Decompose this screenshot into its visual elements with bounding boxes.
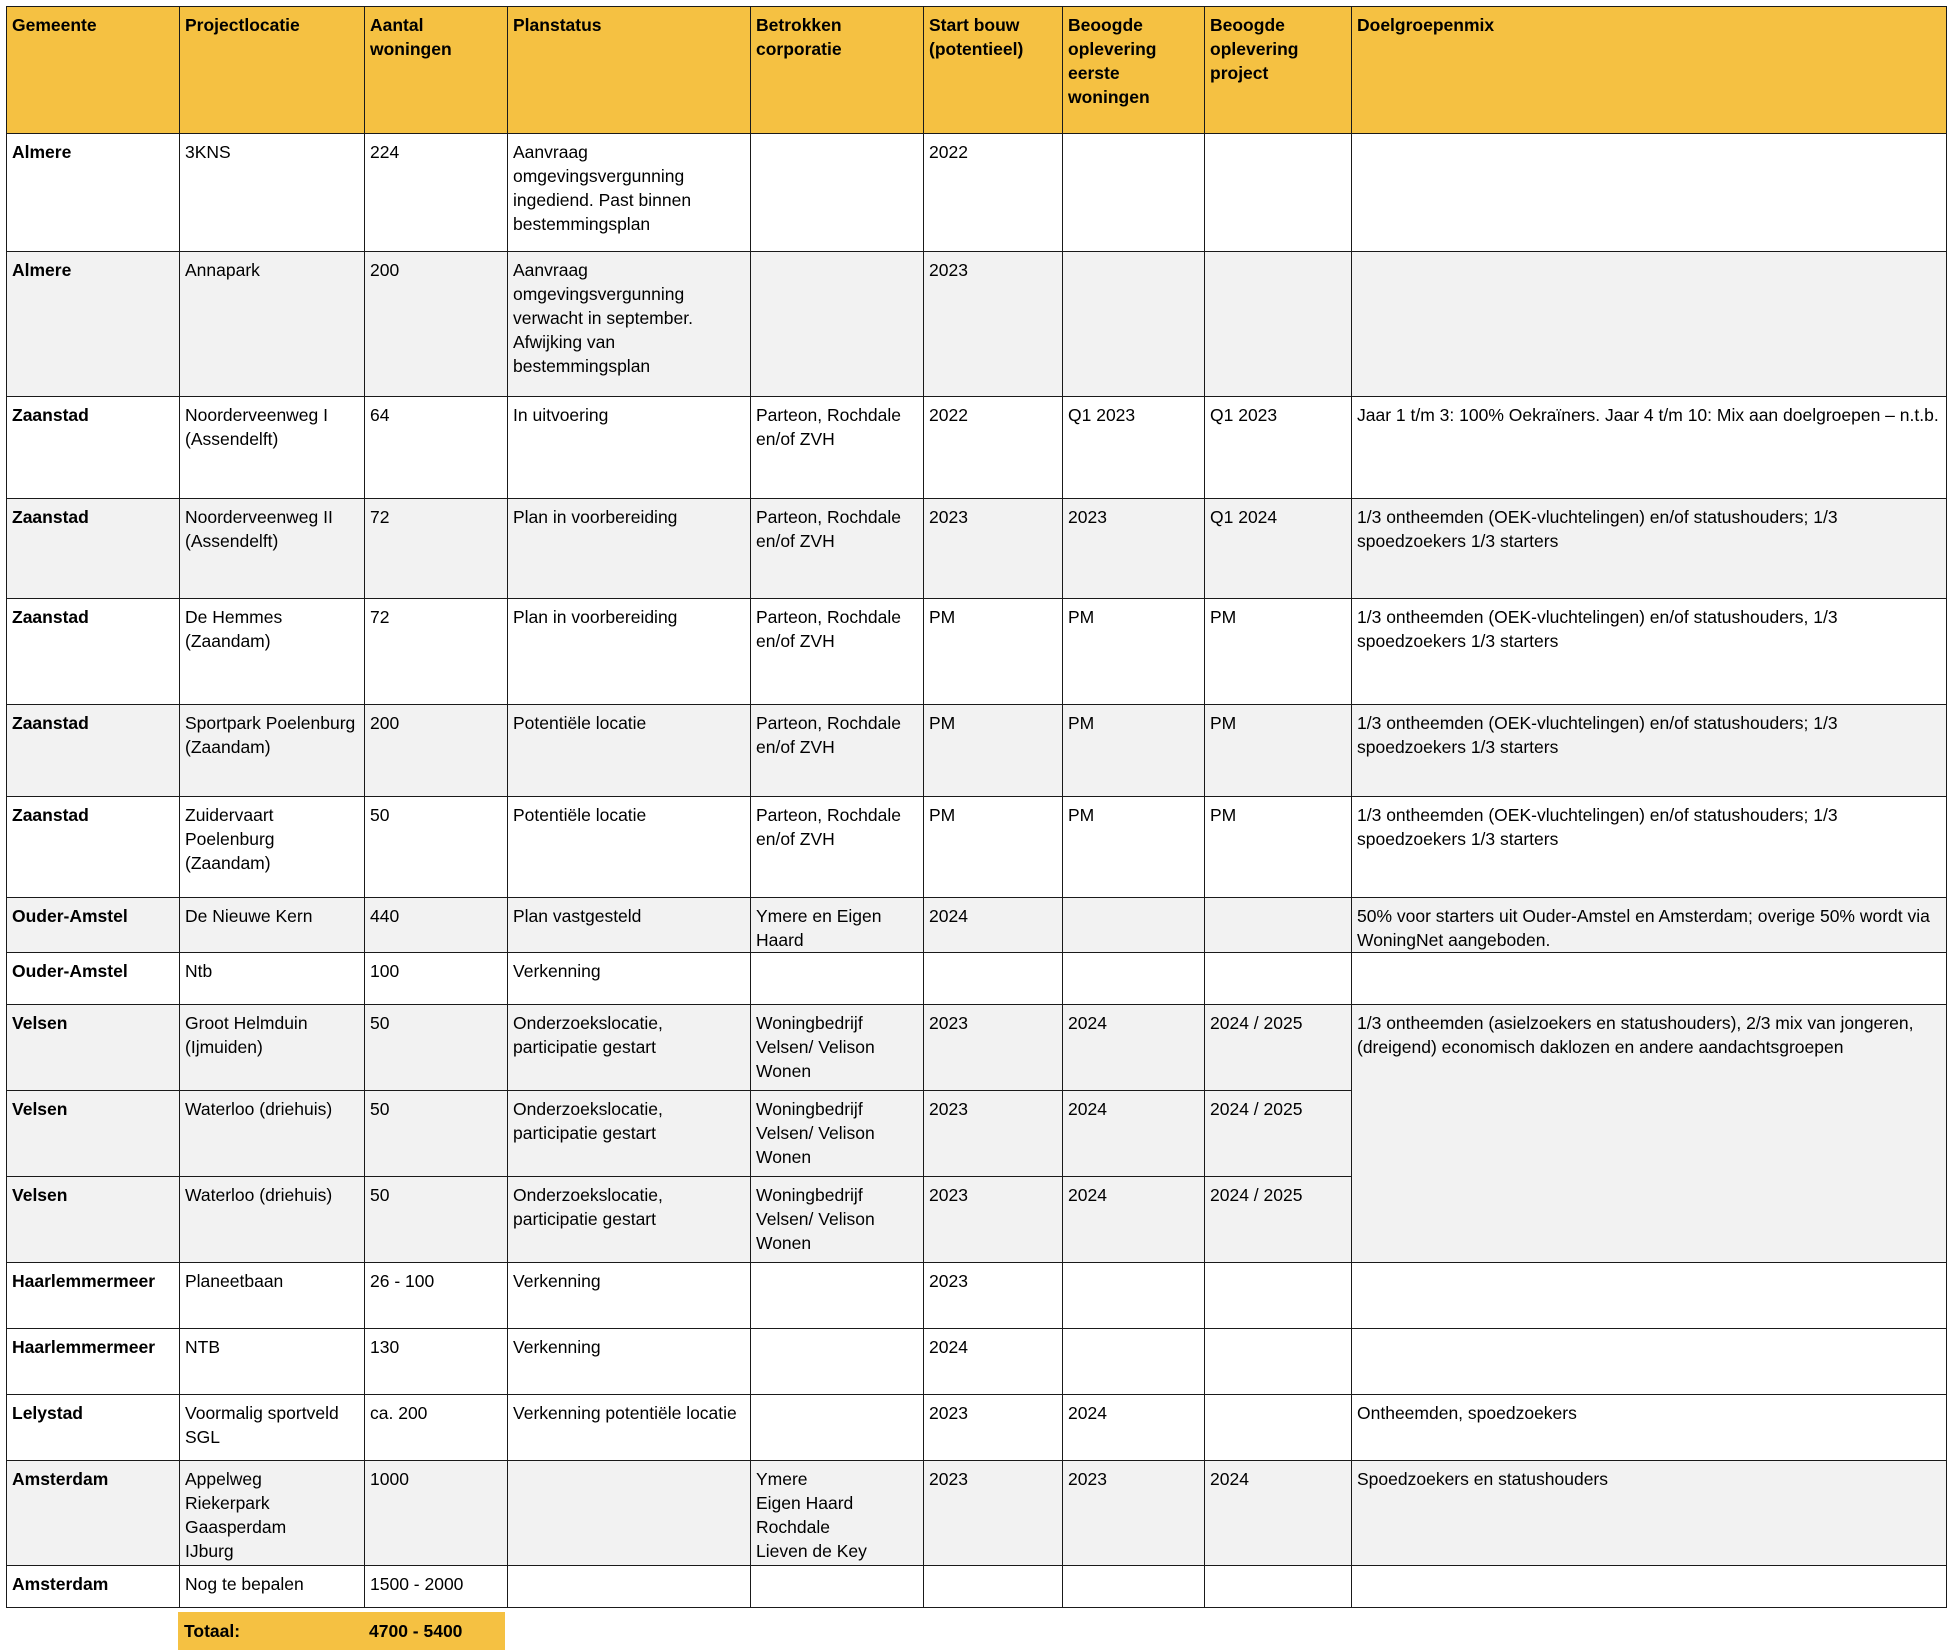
cell-corporatie — [751, 1329, 924, 1395]
cell-project — [1205, 252, 1352, 397]
corporatie-line: Rochdale — [756, 1517, 830, 1537]
cell-status: Onderzoekslocatie, participatie gestart — [508, 1177, 751, 1263]
table-row — [7, 705, 1947, 797]
cell-aantal: 50 — [365, 1091, 508, 1177]
cell-eerste: 2023 — [1063, 499, 1205, 599]
table-row — [7, 252, 1947, 397]
cell-aantal: 50 — [365, 1005, 508, 1091]
cell-eerste: Q1 2023 — [1063, 397, 1205, 499]
cell-start: 2023 — [924, 1177, 1063, 1263]
cell-eerste: 2023 — [1063, 1461, 1205, 1566]
cell-gemeente: Zaanstad — [7, 499, 180, 599]
table-row — [7, 599, 1947, 705]
cell-aantal: 100 — [365, 953, 508, 1005]
project-table — [6, 6, 1947, 1608]
cell-locatie: De Hemmes (Zaandam) — [180, 599, 365, 705]
cell-status: Verkenning — [508, 1329, 751, 1395]
cell-aantal: 72 — [365, 499, 508, 599]
cell-status: Potentiële locatie — [508, 705, 751, 797]
cell-eerste: PM — [1063, 705, 1205, 797]
cell-project: 2024 / 2025 — [1205, 1005, 1352, 1091]
cell-eerste — [1063, 252, 1205, 397]
table-row — [7, 1329, 1947, 1395]
cell-status: In uitvoering — [508, 397, 751, 499]
cell-locatie: NTB — [180, 1329, 365, 1395]
cell-start — [924, 1566, 1063, 1608]
header-oplevering-project: Beoogde oplevering project — [1205, 7, 1352, 134]
cell-corporatie: Woningbedrijf Velsen/ Velison Wonen — [751, 1177, 924, 1263]
cell-locatie: Waterloo (driehuis) — [180, 1091, 365, 1177]
table-row — [7, 134, 1947, 252]
cell-corporatie: Parteon, Rochdale en/of ZVH — [751, 599, 924, 705]
cell-gemeente: Zaanstad — [7, 797, 180, 898]
cell-project: 2024 / 2025 — [1205, 1091, 1352, 1177]
cell-aantal: 440 — [365, 898, 508, 953]
cell-corporatie: Parteon, Rochdale en/of ZVH — [751, 705, 924, 797]
cell-gemeente: Zaanstad — [7, 397, 180, 499]
cell-aantal: 72 — [365, 599, 508, 705]
cell-gemeente: Velsen — [7, 1177, 180, 1263]
cell-start: 2023 — [924, 1395, 1063, 1461]
cell-start: 2023 — [924, 499, 1063, 599]
total-row — [178, 1612, 505, 1650]
header-start-bouw: Start bouw (potentieel) — [924, 7, 1063, 134]
cell-status: Verkenning — [508, 953, 751, 1005]
corporatie-line: Lieven de Key — [756, 1541, 867, 1561]
locatie-line: Gaasperdam — [185, 1517, 287, 1537]
cell-status: Aanvraag omgevingsvergunning verwacht in september. Afwijking van bestemmingsplan — [508, 252, 751, 397]
header-oplevering-eerste: Beoogde oplevering eerste woningen — [1063, 7, 1205, 134]
cell-mix: 1/3 ontheemden (asielzoekers en statushouders), 2/3 mix van jongeren, (dreigend) economisch daklozen en andere aandachtsgroepen — [1352, 1005, 1947, 1263]
cell-project — [1205, 1263, 1352, 1329]
cell-locatie: Voormalig sportveld SGL — [180, 1395, 365, 1461]
cell-gemeente: Almere — [7, 252, 180, 397]
header-aantal-woningen: Aantal woningen — [365, 7, 508, 134]
cell-project — [1205, 898, 1352, 953]
cell-locatie: Annapark — [180, 252, 365, 397]
cell-project: Q1 2024 — [1205, 499, 1352, 599]
cell-eerste: 2024 — [1063, 1091, 1205, 1177]
cell-gemeente: Amsterdam — [7, 1566, 180, 1608]
cell-eerste — [1063, 1329, 1205, 1395]
cell-aantal: 1500 - 2000 — [365, 1566, 508, 1608]
cell-project — [1205, 1329, 1352, 1395]
cell-eerste: 2024 — [1063, 1177, 1205, 1263]
cell-aantal: 50 — [365, 1177, 508, 1263]
cell-gemeente: Velsen — [7, 1091, 180, 1177]
cell-status: Onderzoekslocatie, participatie gestart — [508, 1091, 751, 1177]
total-value: 4700 - 5400 — [369, 1621, 463, 1641]
cell-aantal: 130 — [365, 1329, 508, 1395]
cell-status: Onderzoekslocatie, participatie gestart — [508, 1005, 751, 1091]
cell-gemeente: Ouder-Amstel — [7, 898, 180, 953]
cell-project — [1205, 1566, 1352, 1608]
cell-corporatie — [751, 953, 924, 1005]
cell-project — [1205, 953, 1352, 1005]
cell-aantal: 224 — [365, 134, 508, 252]
cell-status: Aanvraag omgevingsvergunning ingediend. Past binnen bestemmingsplan — [508, 134, 751, 252]
table-row — [7, 898, 1947, 953]
cell-mix: Jaar 1 t/m 3: 100% Oekraïners. Jaar 4 t/m 10: Mix aan doelgroepen – n.t.b. — [1352, 397, 1947, 499]
cell-start: 2023 — [924, 1461, 1063, 1566]
header-row — [7, 7, 1947, 134]
table-row — [7, 1395, 1947, 1461]
cell-project: PM — [1205, 797, 1352, 898]
cell-locatie: Groot Helmduin (Ijmuiden) — [180, 1005, 365, 1091]
cell-locatie: Zuidervaart Poelenburg (Zaandam) — [180, 797, 365, 898]
cell-gemeente: Amsterdam — [7, 1461, 180, 1566]
corporatie-line: Eigen Haard — [756, 1493, 854, 1513]
cell-mix: 1/3 ontheemden (OEK-vluchtelingen) en/of statushouders; 1/3 spoedzoekers 1/3 starters — [1352, 705, 1947, 797]
cell-project — [1205, 1395, 1352, 1461]
header-planstatus: Planstatus — [508, 7, 751, 134]
cell-status: Plan in voorbereiding — [508, 599, 751, 705]
cell-corporatie: Woningbedrijf Velsen/ Velison Wonen — [751, 1005, 924, 1091]
cell-aantal: 200 — [365, 705, 508, 797]
cell-corporatie — [751, 1461, 924, 1566]
cell-corporatie — [751, 1263, 924, 1329]
cell-mix: 50% voor starters uit Ouder-Amstel en Amsterdam; overige 50% wordt via WoningNet aangeboden. — [1352, 898, 1947, 953]
cell-gemeente: Haarlemmermeer — [7, 1329, 180, 1395]
header-doelgroepenmix: Doelgroepenmix — [1352, 7, 1947, 134]
cell-eerste: 2024 — [1063, 1395, 1205, 1461]
cell-eerste — [1063, 1566, 1205, 1608]
cell-locatie: Nog te bepalen — [180, 1566, 365, 1608]
cell-start — [924, 953, 1063, 1005]
cell-start: 2024 — [924, 898, 1063, 953]
total-label: Totaal: — [184, 1621, 241, 1641]
cell-status: Verkenning — [508, 1263, 751, 1329]
cell-status — [508, 1461, 751, 1566]
locatie-line: Appelweg — [185, 1469, 262, 1489]
cell-eerste — [1063, 953, 1205, 1005]
cell-eerste: PM — [1063, 599, 1205, 705]
cell-mix: 1/3 ontheemden (OEK-vluchtelingen) en/of statushouders; 1/3 spoedzoekers 1/3 starters — [1352, 797, 1947, 898]
cell-corporatie — [751, 1395, 924, 1461]
cell-locatie — [180, 1461, 365, 1566]
table-row — [7, 1005, 1947, 1091]
header-projectlocatie: Projectlocatie — [180, 7, 365, 134]
cell-mix — [1352, 252, 1947, 397]
cell-start: PM — [924, 705, 1063, 797]
cell-aantal: 64 — [365, 397, 508, 499]
cell-status: Plan in voorbereiding — [508, 499, 751, 599]
cell-corporatie: Woningbedrijf Velsen/ Velison Wonen — [751, 1091, 924, 1177]
cell-locatie: 3KNS — [180, 134, 365, 252]
cell-project: PM — [1205, 705, 1352, 797]
cell-start: 2022 — [924, 134, 1063, 252]
cell-locatie: De Nieuwe Kern — [180, 898, 365, 953]
cell-gemeente: Lelystad — [7, 1395, 180, 1461]
cell-project: PM — [1205, 599, 1352, 705]
cell-project: 2024 / 2025 — [1205, 1177, 1352, 1263]
cell-start: 2023 — [924, 1263, 1063, 1329]
cell-project: Q1 2023 — [1205, 397, 1352, 499]
cell-project: 2024 — [1205, 1461, 1352, 1566]
cell-status: Potentiële locatie — [508, 797, 751, 898]
cell-mix — [1352, 953, 1947, 1005]
cell-start: 2023 — [924, 252, 1063, 397]
cell-corporatie: Ymere en Eigen Haard — [751, 898, 924, 953]
cell-corporatie — [751, 252, 924, 397]
cell-corporatie: Parteon, Rochdale en/of ZVH — [751, 797, 924, 898]
cell-start: PM — [924, 599, 1063, 705]
cell-start: 2022 — [924, 397, 1063, 499]
header-gemeente: Gemeente — [7, 7, 180, 134]
cell-locatie: Waterloo (driehuis) — [180, 1177, 365, 1263]
cell-eerste — [1063, 134, 1205, 252]
header-betrokken-corporatie: Betrokken corporatie — [751, 7, 924, 134]
cell-project — [1205, 134, 1352, 252]
cell-mix — [1352, 1329, 1947, 1395]
cell-locatie: Planeetbaan — [180, 1263, 365, 1329]
table-row — [7, 1566, 1947, 1608]
cell-gemeente: Zaanstad — [7, 599, 180, 705]
table-row — [7, 1461, 1947, 1566]
locatie-line: IJburg — [185, 1541, 234, 1561]
cell-corporatie — [751, 1566, 924, 1608]
cell-aantal: 26 - 100 — [365, 1263, 508, 1329]
cell-corporatie — [751, 134, 924, 252]
cell-locatie: Ntb — [180, 953, 365, 1005]
cell-eerste: PM — [1063, 797, 1205, 898]
table-row — [7, 953, 1947, 1005]
cell-gemeente: Zaanstad — [7, 705, 180, 797]
table-row — [7, 499, 1947, 599]
cell-aantal: 200 — [365, 252, 508, 397]
cell-start: 2023 — [924, 1091, 1063, 1177]
cell-mix: Spoedzoekers en statushouders — [1352, 1461, 1947, 1566]
cell-eerste: 2024 — [1063, 1005, 1205, 1091]
cell-aantal: 1000 — [365, 1461, 508, 1566]
cell-gemeente: Almere — [7, 134, 180, 252]
table-row — [7, 1263, 1947, 1329]
cell-mix: Ontheemden, spoedzoekers — [1352, 1395, 1947, 1461]
cell-eerste — [1063, 1263, 1205, 1329]
cell-start: PM — [924, 797, 1063, 898]
table-row — [7, 797, 1947, 898]
cell-corporatie: Parteon, Rochdale en/of ZVH — [751, 499, 924, 599]
cell-mix: 1/3 ontheemden (OEK-vluchtelingen) en/of statushouders, 1/3 spoedzoekers 1/3 starters — [1352, 599, 1947, 705]
cell-start: 2023 — [924, 1005, 1063, 1091]
cell-aantal: 50 — [365, 797, 508, 898]
cell-mix — [1352, 134, 1947, 252]
table-row — [7, 397, 1947, 499]
locatie-line: Riekerpark — [185, 1493, 270, 1513]
cell-mix — [1352, 1263, 1947, 1329]
cell-gemeente: Haarlemmermeer — [7, 1263, 180, 1329]
cell-status: Plan vastgesteld — [508, 898, 751, 953]
cell-corporatie: Parteon, Rochdale en/of ZVH — [751, 397, 924, 499]
cell-start: 2024 — [924, 1329, 1063, 1395]
cell-status: Verkenning potentiële locatie — [508, 1395, 751, 1461]
cell-locatie: Sportpark Poelenburg (Zaandam) — [180, 705, 365, 797]
cell-locatie: Noorderveenweg I (Assendelft) — [180, 397, 365, 499]
cell-aantal: ca. 200 — [365, 1395, 508, 1461]
cell-mix: 1/3 ontheemden (OEK-vluchtelingen) en/of statushouders; 1/3 spoedzoekers 1/3 starters — [1352, 499, 1947, 599]
corporatie-line: Ymere — [756, 1469, 808, 1489]
cell-eerste — [1063, 898, 1205, 953]
cell-status — [508, 1566, 751, 1608]
cell-mix — [1352, 1566, 1947, 1608]
cell-gemeente: Velsen — [7, 1005, 180, 1091]
cell-locatie: Noorderveenweg II (Assendelft) — [180, 499, 365, 599]
cell-gemeente: Ouder-Amstel — [7, 953, 180, 1005]
